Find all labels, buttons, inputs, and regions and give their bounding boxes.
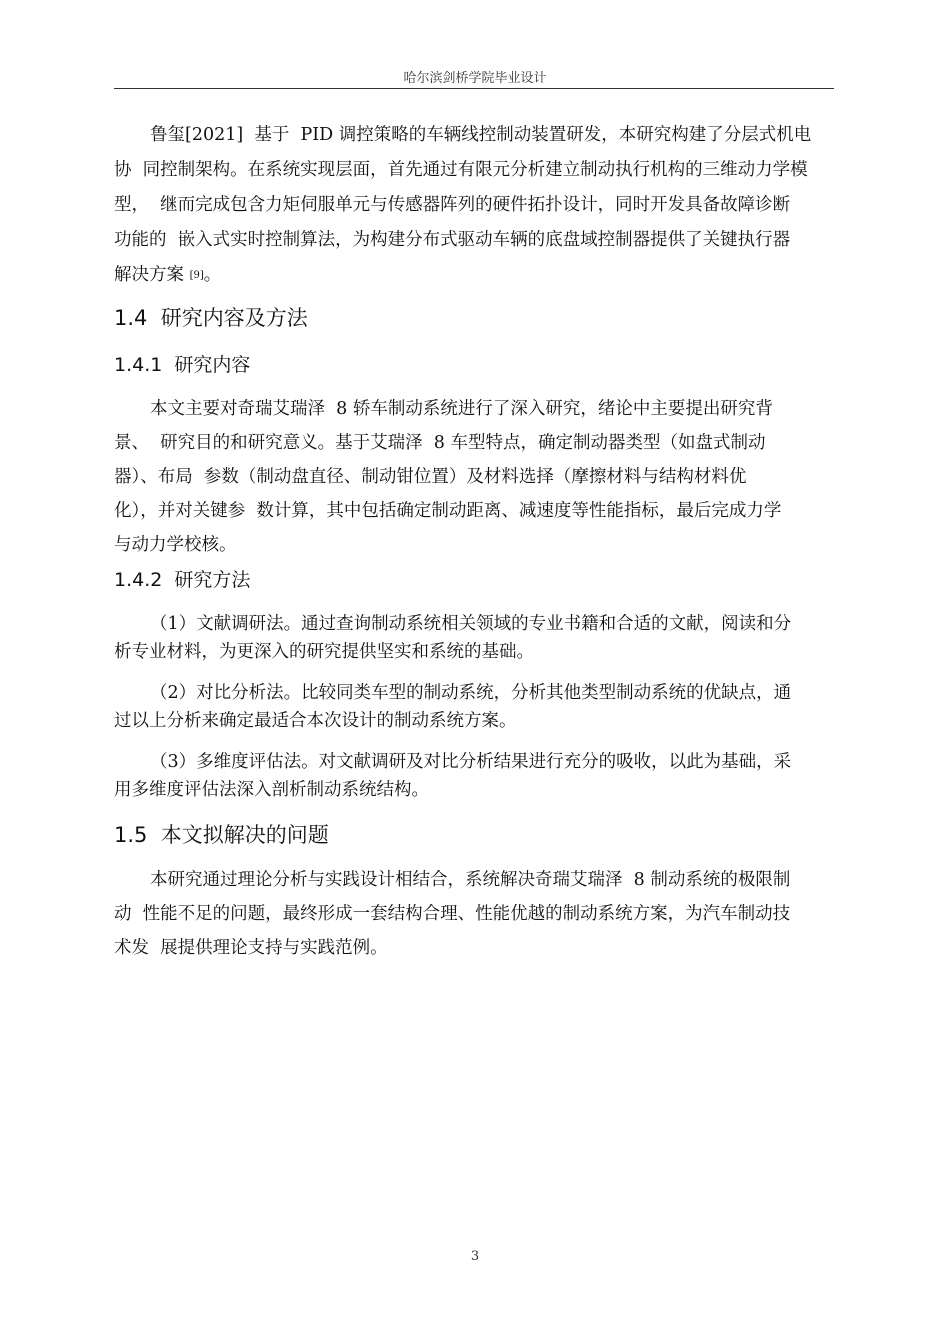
citation-ref: [9] [189, 270, 204, 281]
paragraph-lu [114, 118, 856, 293]
page-number: 3 [470, 1249, 480, 1264]
paragraph-line: 器）、布局 参数（制动盘直径、制动钳位置）及材料选择（摩擦材料与结构材料优 [114, 467, 747, 487]
paragraph-line: 协 同控制架构。在系统实现层面，首先通过有限元分析建立制动执行机构的三维动力学模 [114, 160, 808, 180]
section-heading-1-4: 1.4 研究内容及方法 [114, 306, 308, 330]
section-heading-1-4-2: 1.4.2 研究方法 [114, 569, 251, 591]
paragraph-line: 景、 研究目的和研究意义。基于艾瑞泽 8 车型特点，确定制动器类型（如盘式制动 [114, 433, 766, 453]
paragraph-line: （3）多维度评估法。对文献调研及对比分析结果进行充分的吸收，以此为基础，采 [150, 752, 792, 772]
paragraph-line: 本研究通过理论分析与实践设计相结合，系统解决奇瑞艾瑞泽 8 制动系统的极限制 [150, 870, 791, 890]
paragraph-line: 术发 展提供理论支持与实践范例。 [114, 938, 388, 958]
paragraph-line: 鲁玺[2021] 基于 PID 调控策略的车辆线控制动装置研发，本研究构建了分层式机电 [150, 125, 812, 145]
paragraph-line: 型， 继而完成包含力矩伺服单元与传感器阵列的硬件拓扑设计，同时开发具备故障诊断 [114, 195, 791, 215]
method-item [114, 679, 856, 735]
paragraph-line: 动 性能不足的问题，最终形成一套结构合理、性能优越的制动系统方案，为汽车制动技 [114, 904, 791, 924]
method-item [114, 610, 856, 666]
paragraph-line: 本文主要对奇瑞艾瑞泽 8 轿车制动系统进行了深入研究，绪论中主要提出研究背 [150, 399, 773, 419]
paragraph-line: 功能的 嵌入式实时控制算法，为构建分布式驱动车辆的底盘域控制器提供了关键执行器 [114, 230, 791, 250]
page-header: 哈尔滨剑桥学院毕业设计 [403, 71, 547, 86]
paragraph-line: （2）对比分析法。比较同类车型的制动系统，分析其他类型制动系统的优缺点，通 [150, 683, 792, 703]
paragraph-line: 与动力学校核。 [114, 535, 237, 555]
header-divider [114, 88, 834, 89]
paragraph-line: 化），并对关键参 数计算，其中包括确定制动距离、减速度等性能指标，最后完成力学 [114, 501, 782, 521]
paragraph-line: 析专业材料，为更深入的研究提供坚实和系统的基础。 [114, 642, 534, 662]
paragraph-line [114, 258, 856, 293]
paragraph-line: 用多维度评估法深入剖析制动系统结构。 [114, 780, 429, 800]
paragraph-line: （1）文献调研法。通过查询制动系统相关领域的专业书籍和合适的文献，阅读和分 [150, 614, 792, 634]
paragraph-problem [114, 863, 856, 965]
paragraph-text: 解决方案 [114, 265, 190, 285]
section-heading-1-5: 1.5 本文拟解决的问题 [114, 823, 329, 847]
method-item [114, 748, 856, 804]
paragraph-research-content [114, 392, 856, 562]
paragraph-line: 过以上分析来确定最适合本次设计的制动系统方案。 [114, 711, 517, 731]
section-heading-1-4-1: 1.4.1 研究内容 [114, 354, 251, 376]
paragraph-end: 。 [203, 265, 222, 285]
